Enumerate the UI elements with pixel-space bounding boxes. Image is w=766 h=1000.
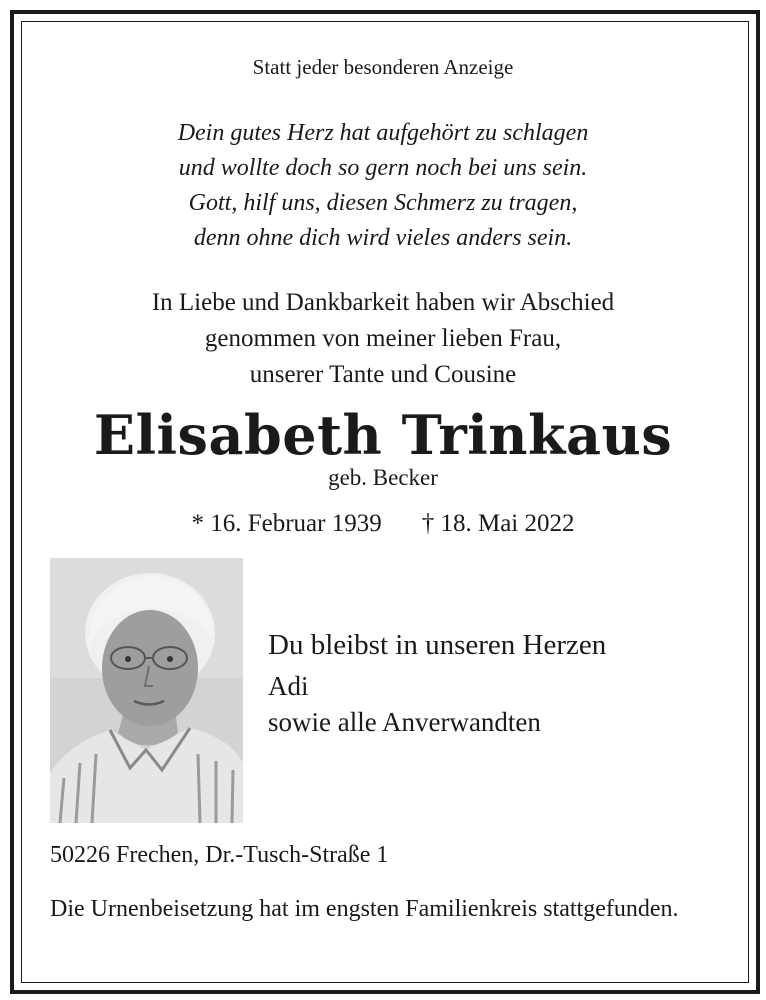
deceased-name: Elisabeth Trinkaus <box>93 403 673 467</box>
poem-line: denn ohne dich wird vieles anders sein. <box>193 225 573 251</box>
mourner-relatives: sowie alle Anverwandten <box>268 707 541 737</box>
poem-line: Dein gutes Herz hat aufgehört zu schlagen <box>177 120 589 146</box>
poem-line: Gott, hilf uns, diesen Schmerz zu tragen, <box>188 190 578 216</box>
intro-line: genommen von meiner lieben Frau, <box>204 325 562 352</box>
heading: Statt jeder besonderen Anzeige <box>252 55 514 79</box>
remembrance-block <box>268 625 606 740</box>
address: 50226 Frechen, Dr.-Tusch-Straße 1 <box>50 842 389 868</box>
intro-text <box>0 285 766 393</box>
portrait-photo <box>50 558 243 823</box>
burial-note: Die Urnenbeisetzung hat im engsten Familienkreis stattgefunden. <box>50 896 679 922</box>
life-dates <box>0 510 766 538</box>
poem <box>0 116 766 256</box>
portrait-photo-icon <box>50 558 243 823</box>
maiden-name: geb. Becker <box>328 465 438 490</box>
poem-line: und wollte doch so gern noch bei uns sein. <box>178 155 588 181</box>
intro-line: unserer Tante und Cousine <box>249 361 517 388</box>
death-date: † 18. Mai 2022 <box>421 510 575 537</box>
birth-date: * 16. Februar 1939 <box>191 510 382 537</box>
mourner-name: Adi <box>268 671 309 701</box>
intro-line: In Liebe und Dankbarkeit haben wir Abschied <box>151 289 615 316</box>
remembrance-text: Du bleibst in unseren Herzen <box>268 629 607 661</box>
